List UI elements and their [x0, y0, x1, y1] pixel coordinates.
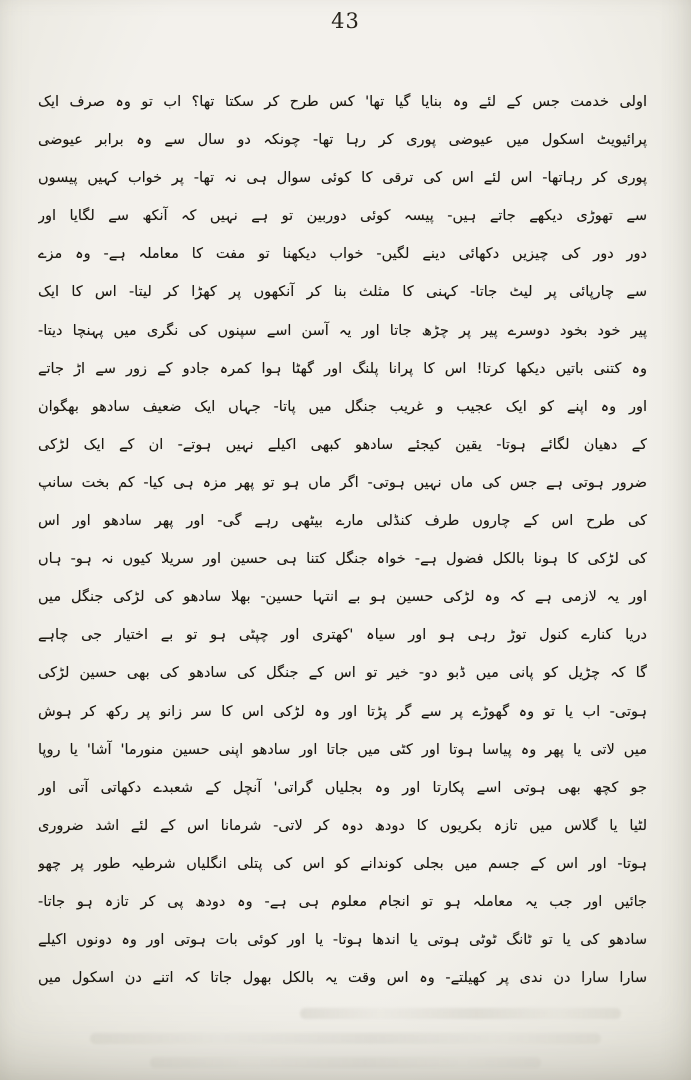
text-line: پرائیویٹ اسکول میں عیوضی پوری کر رہا تھا- چونکہ دو سال سے وہ برابر عیوضی [38, 132, 647, 149]
text-line: سارا سارا دن ندی پر کھیلتے- وہ اس وقت یہ بالکل بھول جاتا کہ اتنے دن اسکول میں [38, 970, 647, 987]
text-line: سے تھوڑی دیکھے جاتے ہیں- پیسہ کوئی دوربین تو ہے نہیں کہ آنکھ سے لگایا اور [38, 208, 647, 225]
text-line: اور وہ اپنے کو ایک عجیب و غریب جنگل میں پاتا- جہاں ایک ضعیف سادھو بھگوان [38, 398, 647, 415]
text-line: جو کچھ بھی ہوتی اسے پکارتا اور وہ بجلیاں گراتی' آنچل کے شعبدے دکھاتی آتی اور [38, 779, 647, 796]
text-line: ضرور ہوتی ہے جس کی ماں نہیں ہوتی- اگر ماں ہو تو پھر مزہ ہی کیا- کم بخت سانپ [38, 474, 647, 491]
text-line: سے چارپائی پر لیٹ جاتا- کہنی کا مثلث بنا کر آنکھوں پر کھڑا کر لیتا- اس کا ایک [38, 284, 647, 301]
text-line: ہوتا- اور اس کے جسم میں بجلی کوندانے کو اس کی پتلی انگلیاں شرطیہ طور پر چھو [38, 855, 647, 872]
bleed-through-artifact [150, 1057, 541, 1068]
text-line: وہ کتنی باتیں دیکھا کرتا! اس کا پرانا پلنگ اور گھٹا ہوا کمرہ جادو کے زور سے اڑ جاتے [38, 360, 647, 377]
text-line: میں لاتی یا پھر وہ پیاسا ہوتا اور کٹی میں جاتا اور سادھو اپنی حسین منورما' آشا' یا روپا [38, 741, 647, 758]
bleed-through-artifact [90, 1033, 601, 1044]
bleed-through-artifact [300, 1008, 621, 1019]
text-line: جائیں اور جب یہ معاملہ ہو تو انجام معلوم ہی ہے- وہ دودھ پی کر تازہ ہو جاتا- [38, 893, 647, 910]
text-line: پیر خود بخود دوسرے پیر پر چڑھ جاتا اور یہ آسن اسے سپنوں کی نگری میں پہنچا دیتا- [38, 322, 647, 339]
text-line: ہوتی- اب یا تو وہ گھوڑے پر سے گر پڑتا اور وہ لڑکی اس کا سر زانو پر رکھ کر ہوش [38, 703, 647, 720]
text-line: گا کہ چڑیل کو پانی میں ڈبو دو- خیر تو اس کے جنگل کی سادھو کی بھی حسین لڑکی [38, 665, 647, 682]
page-number: 43 [331, 9, 360, 33]
text-line: کے دھیان لگائے ہوتا- یقین کیجئے سادھو کبھی اکیلے نہیں ہوتے- ان کے ایک لڑکی [38, 436, 647, 453]
text-line: دریا کنارے کنول توڑ رہی ہو اور سیاہ 'کھتری اور چپٹی ہو تو بے اختیار جی چاہے [38, 627, 647, 644]
text-line: کی طرح اس کے چاروں طرف کنڈلی مارے بیٹھی رہے گی- اور پھر سادھو اور اس [38, 513, 647, 530]
text-line: اور یہ لازمی ہے کہ وہ لڑکی حسین ہو بے انتہا حسین- بھلا سادھو کی لڑکی جنگل میں [38, 589, 647, 606]
text-line: لٹیا یا گلاس میں تازہ بکریوں کا دودھ دوہ کر لاتی- شرمانا اس کے لئے اشد ضروری [38, 817, 647, 834]
text-line: اولی خدمت جس کے لئے وہ بنایا گیا تھا' کس طرح کر سکتا تھا؟ اب تو وہ صرف ایک [38, 94, 647, 110]
text-line: پوری کر رہاتھا- اس لئے اس کی ترقی کا کوئی سوال ہی نہ تھا- پر خواب کہیں پیسوں [38, 170, 647, 187]
text-line: سادھو کی یا تو ٹانگ ٹوٹی ہوتی یا اندھا ہوتا- یا اور کوئی بات ہوتی اور وہ دونوں اکیلے [38, 932, 647, 949]
body-text [38, 83, 647, 997]
text-line: دور دور کی چیزیں دکھائی دینے لگیں- خواب دیکھنا تو مفت کا معاملہ ہے- وہ مزے [38, 246, 647, 263]
text-line: کی لڑکی کا ہونا بالکل فضول ہے- خواہ جنگل کتنا ہی حسین اور سریلا کیوں نہ ہو- ہاں [38, 551, 647, 568]
